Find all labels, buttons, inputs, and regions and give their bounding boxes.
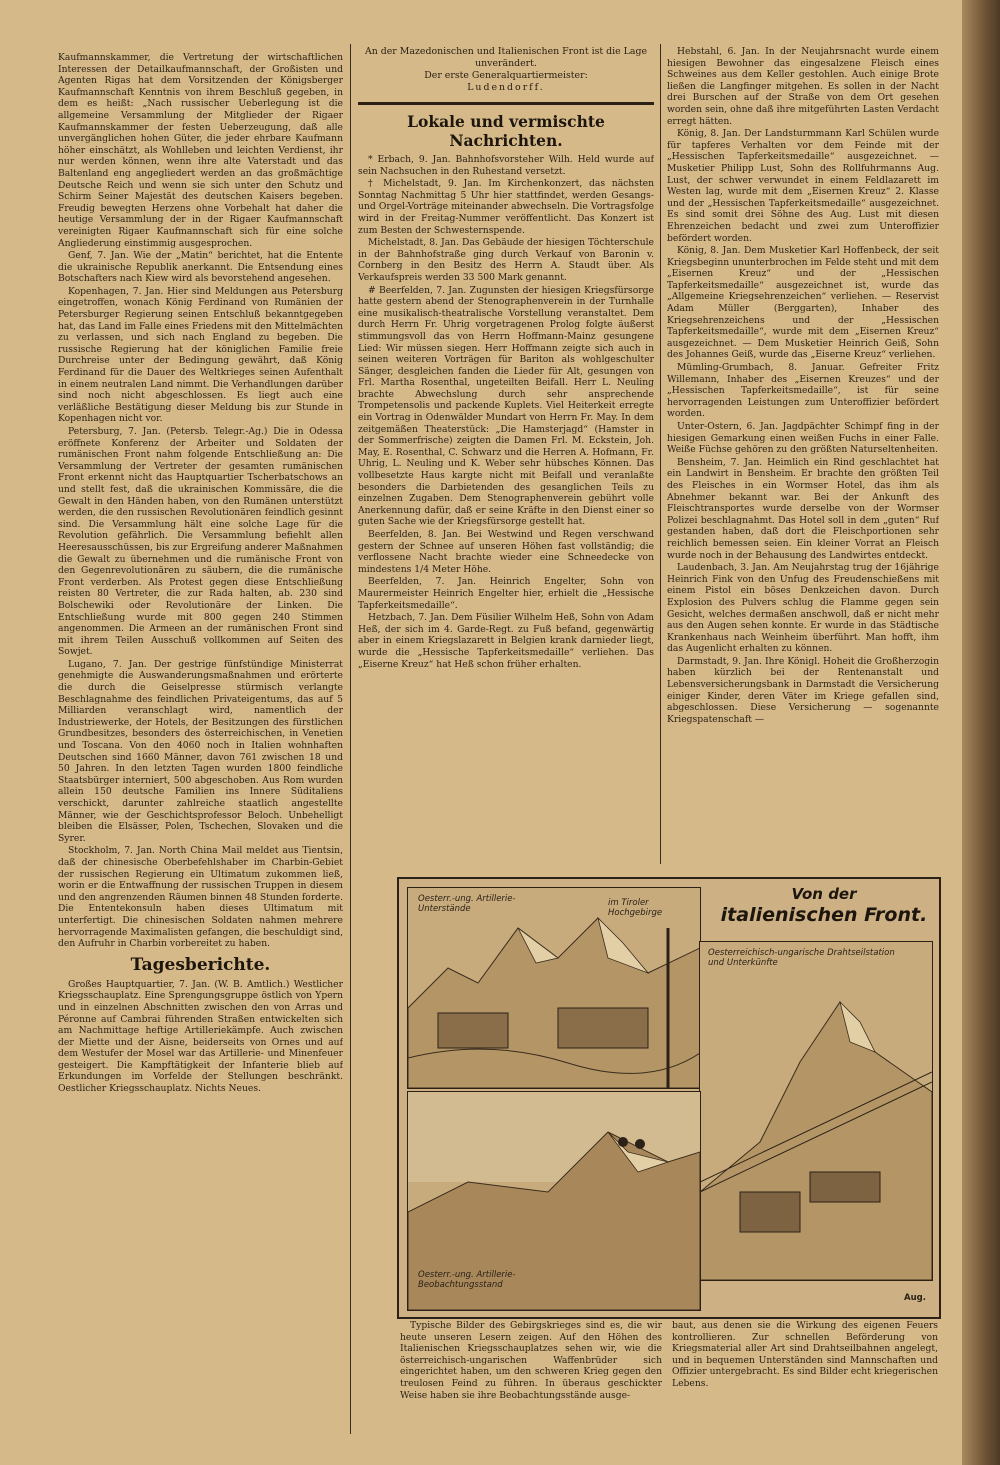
caption-right (672, 1320, 938, 1426)
article-petersburg: Petersburg, 7. Jan. (Petersb. Telegr.-Ag.) Die in Odessa eröffnete Konferenz der Arbeiter und Soldaten der rumänischen Front nahm folgende Entschließung an: Die Versammlung der Vertreter der gesamten rumänischen Front erkennt nicht das Hauptquartier Tscherbatschows an und stellt fest, daß die ukrainischen Kommissäre, die die Gewalt in den Händen haben, von den Rumänen unterstützt werden, die den russischen Revolutionären feindlich gesinnt sind. Die Versammlung hält eine solche Lage für die Revolution gefährlich. Die Versammlung befiehlt allen Heeresausschüssen, bis zur Ergreifung anderer Maßnahmen die Gewalt zu übernehmen und die rumänische Front von den Gegenrevolutionären zu säubern, die die rumänische Front verderben. Als Protest gegen diese Entschließung reisten 80 Vertreter, die zur Rada halten, ab. 230 sind Bolschewiki oder Revolutionäre der Linken. Die Entschließung wurde mit 800 gegen 240 Stimmen angenommen. Die Armeen an der rumänischen Front sind mit ihrem Teilen Ausschuß vollkommen auf Seiten des Sowjet. (58, 426, 343, 658)
artist-signature: Aug. (904, 1293, 926, 1303)
article-beerfelden-medaille: Beerfelden, 7. Jan. Heinrich Engelter, Sohn von Maurermeister Heinrich Engelter hier, erhielt die „Hessische Tapferkeitsmedaille“. (358, 576, 654, 611)
caption-text-right: baut, aus denen sie die Wirkung des eigenen Feuers kontrollieren. Zur schnellen Beförderung von Kriegsmaterial aller Art sind Drahtseilbahnen angelegt, und in bequemen Unterständen sind Mannschaften und Offizier untergebracht. Es sind Bilder echt kriegerischen Lebens. (672, 1320, 938, 1389)
article-beerfelden-schnee: Beerfelden, 8. Jan. Bei Westwind und Regen verschwand gestern der Schnee auf unseren Höhen fast vollständig; die verflossene Nacht brachte wieder eine Schneedecke von mindestens 1/4 Meter Höhe. (358, 529, 654, 575)
illustration-title-line2: italienischen Front. (720, 904, 928, 926)
article-lugano: Lugano, 7. Jan. Der gestrige fünfstündige Ministerrat genehmigte die Auswanderungsmaßnahmen und erörterte die durch die Geiselpresse stürmisch verlangte Beschlagnahme des feindlichen Privateigentums, das auf 5 Milliarden veranschlagt wird, namentlich der Industriewerke, der Hotels, der Besitzungen des fürstlichen Grundbesitzes, besonders des österreichischen, in Venetien und Toscana. Von den 4060 noch in Italien wohnhaften Deutschen sind 1660 Männer, davon 761 zwischen 18 und 50 Jahren. In den letzten Tagen wurden 1800 feindliche Staatsbürger interniert, 500 abgeschoben. Aus Rom wurden allein 150 deutsche Familien ins Innere Süditaliens verschickt, darunter zahlreiche staatlich angestellte Männer, wie der Geschichtsprofessor Beloch. Unbehelligt bleiben die Elsässer, Polen, Tschechen, Slovaken und die Syrer. (58, 658, 343, 844)
signature-name: Ludendorff. (467, 82, 545, 93)
section-heading-tagesberichte: Tagesberichte. (130, 954, 271, 975)
heading-rule-top (358, 102, 654, 108)
column-divider (660, 44, 661, 864)
article-genf: Genf, 7. Jan. Wie der „Matin“ berichtet, hat die Entente die ukrainische Republik anerkannt. Die Entsendung eines Botschafters nach Kiew wird als bevorstehend angesehen. (58, 250, 343, 285)
article-unter-ostern: Unter-Ostern, 6. Jan. Jagdpächter Schimpf fing in der hiesigen Gemarkung einen weißen Fuchs in einer Falle. Weiße Füchse gehören zu den größten Naturseltenheiten. (667, 421, 939, 456)
article-beerfelden-fuersorge: # Beerfelden, 7. Jan. Zugunsten der hiesigen Kriegsfürsorge hatte gestern abend der Stenographenverein in der Turnhalle eine musikalisch-theatralische Vorstellung veranstaltet. Dem durch Herrn Fr. Uhrig vorgetragenen Prolog folgte äußerst stimmungsvoll das von Herrn Hoffmann-Mainz gesungene Lied: Wir müssen siegen. Herr Hoffmann zeigte sich auch in seinen weiteren Vorträgen für Bariton als wohlgeschulter Sänger, desgleichen fanden die Lieder für Alt, gesungen von Frl. Martha Rosenthal, ungeteilten Beifall. Herr L. Neuling brachte Abwechslung durch sehr ansprechende Trompetensolis und packende Kuplets. Viel Heiterkeit erregte ein Vortrag in Odenwälder Mundart von Herrn Fr. May. In dem zeitgemäßen Theaterstück: „Die Hamsterjagd“ (Hamster in der Sommerfrische) zeigten die Damen Frl. M. Eckstein, Joh. May, E. Rosenthal, C. Schwarz und die Herren A. Hofmann, Fr. Uhrig, L. Neuling und K. Weber sehr hübsches Können. Das vollbesetzte Haus kargte nicht mit Beifall und veranlaßte besonders die Darbietenden des gesanglichen Teils zu einzelnen Zugaben. Dem Stenographenverein gebührt volle Anerkennung dafür, daß er seine Kräfte in den Dienst einer so guten Sache wie der Kriegsfürsorge gestellt hat. (358, 284, 654, 528)
article-koenig-lust: König, 8. Jan. Der Landsturmmann Karl Schülen wurde für tapferes Verhalten vor dem Feinde mit der „Hessischen Tapferkeitsmedaille“ ausgezeichnet. — Musketier Philipp Lust, Sohn des Rollfuhrmanns Aug. Lust, der schwer verwundet in einem Feldlazarett im Westen lag, wurde mit dem „Eisernen Kreuz“ 2. Klasse und der „Hessischen Tapferkeitsmedaille“ ausgezeichnet. Es sind somit drei Söhne des Aug. Lust mit diesen Ehrenzeichen bedacht und zwei zum Unteroffizier befördert worden. (667, 128, 939, 244)
right-column (667, 46, 939, 866)
page-binding-edge (962, 0, 1000, 1465)
caption-text-left: Typische Bilder des Gebirgskrieges sind es, die wir heute unseren Lesern zeigen. Auf den Höhen des Italienischen Kriegsschauplatzes sehen wir, wie die österreichisch-ungarischen Waffenbrüder sich eingerichtet haben, um den schweren Krieg gegen den treulosen Feind zu führen. In überaus geschickter Weise haben sie ihre Beobachtungsstände ausge- (400, 1320, 662, 1401)
article-koenig-hoffenbeck: König, 8. Jan. Dem Musketier Karl Hoffenbeck, der seit Kriegsbeginn ununterbrochen im Felde steht und mit dem „Eisernen Kreuz“ und der „Hessischen Tapferkeitsmedaille“ ausgezeichnet ist, wurde das „Allgemeine Kriegsehrenzeichen“ verliehen. — Reservist Adam Müller (Berggarten), Inhaber des Kriegsehrenzeichens und der „Hessischen Tapferkeitsmedaille“, wurde mit dem „Eisernen Kreuz“ ausgezeichnet. — Dem Musketier Heinrich Geiß, Sohn des Johannes Geiß, wurde das „Eiserne Kreuz“ verliehen. (667, 245, 939, 361)
column-divider (350, 44, 351, 1434)
article-hetzbach: Hetzbach, 7. Jan. Dem Füsilier Wilhelm Heß, Sohn von Adam Heß, der sich im 4. Garde-Regt. zu Fuß befand, gegenwärtig aber in einem Kriegslazarett in Belgien krank darnieder liegt, wurde die „Hessische Tapferkeitsmedaille“ verliehen. Das „Eiserne Kreuz“ hat Heß schon früher erhalten. (358, 612, 654, 670)
article-riga: Kaufmannskammer, die Vertretung der wirtschaftlichen Interessen der Detailkaufmannschaft, der Großisten und Agenten Rigas hat dem Vorsitzenden der Königsberger Kaufmannschaft Kenntnis von ihrem Beschluß gegeben, in dem es heißt: „Nach russischer Ueberlegung ist die allgemeine Versammlung der Mitglieder der Rigaer Kaufmannskammer der festen Ueberzeugung, daß alle unvergänglichen hohen Güter, die jeder ehrbare Kaufmann höher einschätzt, als Wohlleben und leichten Verdienst, ihr nur werden können, wenn ihre alte Vaterstadt und das Baltenland eng angegliedert werden an das großmächtige Deutsche Reich und wenn sie sich unter den Schutz und Schirm Seiner Majestät des deutschen Kaisers begeben. Freudig bewegten Herzens ohne Vorbehalt hat daher die heutige Versammlung der in der Rigaer Kaufmannschaft vereinigten Rigaer Kaufmannschaft sich für eine solche Angliederung einstimmig ausgesprochen. (58, 52, 343, 249)
panel-cable-station (699, 941, 933, 1281)
label-cable-station: Oesterreichisch-ungarische Drahtseilstation und Unterkünfte (708, 948, 895, 968)
article-darmstadt: Darmstadt, 9. Jan. Ihre Königl. Hoheit die Großherzogin haben kürzlich bei der Rentenanstalt und Lebensversicherungsbank in Darmstadt die Versicherung einiger Kinder, deren Väter im Kriege gefallen sind, abgeschlossen. Diese Versicherung — sogenannte Kriegspatenschaft — (667, 655, 939, 725)
article-kopenhagen: Kopenhagen, 7. Jan. Hier sind Meldungen aus Petersburg eingetroffen, wonach König Ferdinand von Rumänien der Petersburger Regierung seinen Entschluß bekanntgegeben hat, das Land im Falle eines Friedens mit den Mittelmächten zu verlassen, und sich nach England zu begeben. Die russische Regierung hat der königlichen Familie freie Durchreise unter der Bedingung gewährt, daß König Ferdinand für die Dauer des Weltkrieges seinen Aufenthalt in einem neutralen Land nimmt. Die Verhandlungen darüber sind noch nicht abgeschlossen. Es liegt auch eine verläßliche Bestätigung dieser Meldung bis zur Stunde in Kopenhagen nicht vor. (58, 285, 343, 425)
label-observation-post: Oesterr.-ung. Artillerie-Beobachtungsstand (418, 1270, 516, 1290)
panel-artillery-shelters (407, 887, 701, 1089)
section-heading-lokales: Lokale und vermischte Nachrichten. (407, 112, 605, 150)
article-hebstahl: Hebstahl, 6. Jan. In der Neujahrsnacht wurde einem hiesigen Bewohner das eingesalzene Fleisch eines Schweines aus dem Keller gestohlen. Auch einige Brote ließen die Langfinger mitgehen. Es sollen in der Nacht drei Burschen auf der Straße von dem Ort gesehen worden sein, ohne daß ihre mitgeführten Lasten Verdacht erregt hätten. (667, 46, 939, 127)
war-illustration (397, 877, 941, 1319)
article-michelstadt-konzert: † Michelstadt, 9. Jan. Im Kirchenkonzert, das nächsten Sonntag Nachmittag 5 Uhr hier stattfindet, werden Gesangs- und Orgel-Vorträge miteinander abwechseln. Die Vortragsfolge wird in der Freitag-Nummer veröffentlicht. Das Konzert ist zum Besten der Schwesternspende. (358, 178, 654, 236)
middle-column (358, 46, 654, 866)
article-hauptquartier: Großes Hauptquartier, 7. Jan. (W. B. Amtlich.) Westlicher Kriegsschauplatz. Eine Sprengungsgruppe östlich von Ypern und in einzelnen Abschnitten zwischen den von Arras und Péronne auf Cambrai führenden Straßen entwickelten sich am Nachmittage heftige Artilleriekämpfe. Auch zwischen der Miette und der Aisne, beiderseits von Ornes und auf dem Westufer der Mosel war das Artillerie- und Minenfeuer gesteigert. Die Kampftätigkeit der Infanterie blieb auf Erkundungen im Vorfelde der Stellungen beschränkt. Oestlicher Kriegsschauplatz. Nichts Neues. (58, 978, 343, 1095)
mountain-scene-image (408, 888, 700, 1088)
label-artillery-shelters: Oesterr.-ung. Artillerie-Unterstände (418, 894, 516, 914)
illustration-title-line1: Von der (791, 885, 857, 903)
article-bensheim: Bensheim, 7. Jan. Heimlich ein Rind geschlachtet hat ein Landwirt in Bensheim. Er brachte den größten Teil des Fleisches in ein Wormser Hotel, das ihm als Abnehmer bekannt war. Bei der Ankunft des Fleischtransportes wurde derselbe von der Wormser Polizei beschlagnahmt. Das Hotel soll in dem „guten“ Ruf gestanden haben, daß dort die Fleischportionen sehr reichlich bemessen seien. Ein kleiner Vorrat an Fleisch wurde noch in der Behausung des Landwirtes entdeckt. (667, 456, 939, 561)
cable-station-image (700, 942, 932, 1280)
article-muemling-grumbach: Mümling-Grumbach, 8. Januar. Gefreiter Fritz Willemann, Inhaber des „Eisernen Kreuzes“ und der „Hessischen Tapferkeitsmedaille“, ist für seine hervorragenden Leistungen zum Unteroffizier befördert worden. (667, 362, 939, 420)
article-michelstadt-verkauf: Michelstadt, 8. Jan. Das Gebäude der hiesigen Töchterschule in der Bahnhofstraße ging durch Verkauf von Baronin v. Cornberg in den Besitz des Herrn A. Staudt über. Als Verkaufspreis werden 33 500 Mark genannt. (358, 237, 654, 283)
article-laudenbach: Laudenbach, 3. Jan. Am Neujahrstag trug der 16jährige Heinrich Fink von den Unfug des Freudenschießens mit einem Pistol ein böses Denkzeichen davon. Durch Explosion des Pulvers schlug die Flamme gegen sein Gesicht, welches dermaßen anschwoll, daß er nicht mehr aus den Augen sehen konnte. Er wurde in das Städtische Krankenhaus nach Weinheim überführt. Man hofft, ihm das Augenlicht erhalten zu können. (667, 562, 939, 655)
panel-observation-post (407, 1091, 701, 1311)
front-notice: An der Mazedonischen und Italienischen Front ist die Lage unverändert. (364, 46, 648, 69)
article-erbach: * Erbach, 9. Jan. Bahnhofsvorsteher Wilh. Held wurde auf sein Nachsuchen in den Ruhestand versetzt. (358, 154, 654, 177)
left-column (58, 52, 343, 1427)
label-tyrol: im Tiroler Hochgebirge (608, 898, 663, 918)
article-stockholm: Stockholm, 7. Jan. North China Mail meldet aus Tientsin, daß der chinesische Oberbefehlshaber im Charbin-Gebiet der russischen Regierung ein Ultimatum zukommen ließ, worin er die Entwaffnung der russischen Truppen in diesem und den angrenzenden Räumen binnen 48 Stunden forderte. Die Ententekonsuln haben dieses Ultimatum mit unterfertigt. Die chinesischen Soldaten nahmen mehrere hervorragende Maximalisten gefangen, die beschuldigt sind, den Aufruhr in Charbin vorbereitet zu haben. (58, 845, 343, 950)
signature-role: Der erste Generalquartiermeister: (424, 70, 588, 81)
caption-left (400, 1320, 662, 1426)
